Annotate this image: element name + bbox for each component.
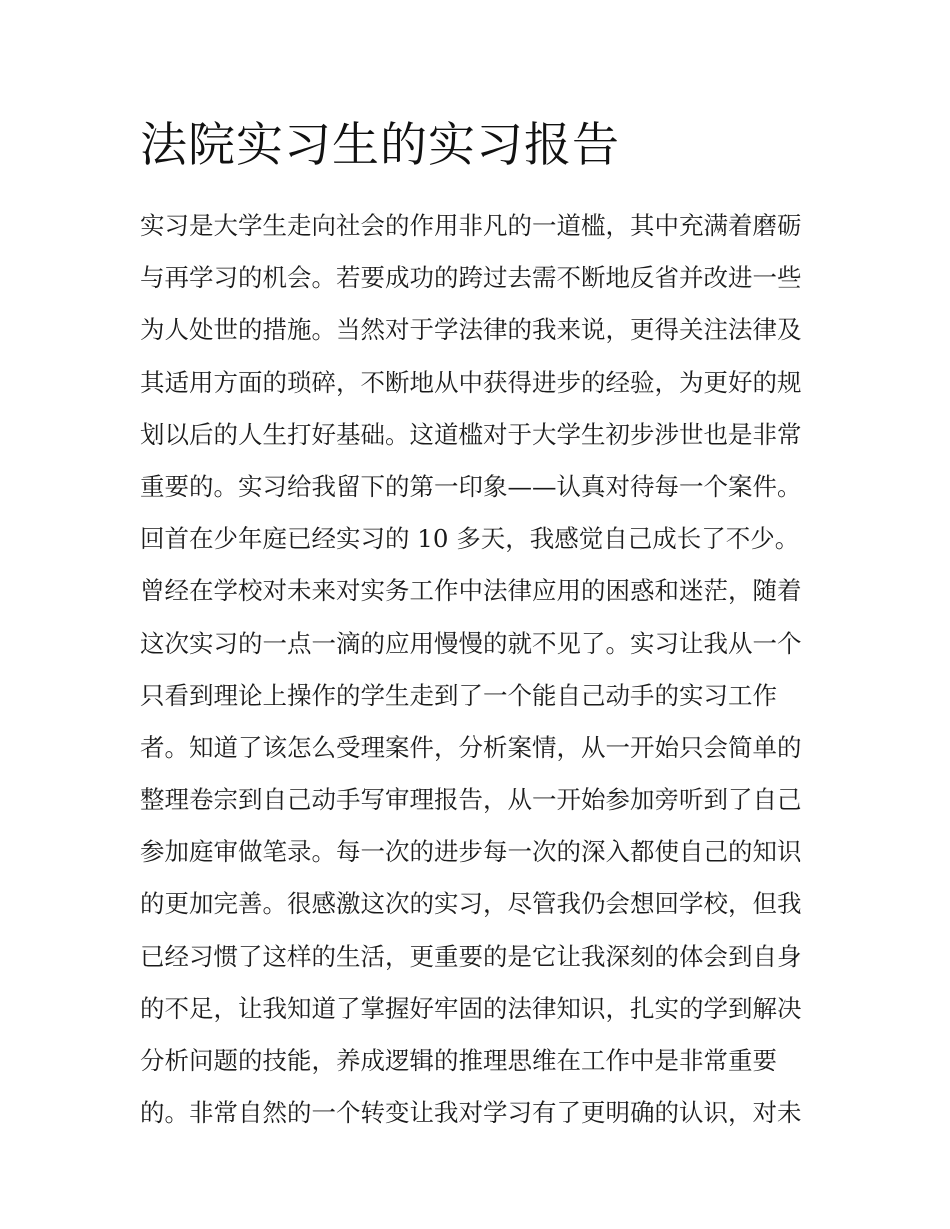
body-line: 参加庭审做笔录。每一次的进步每一次的深入都使自己的知识 — [140, 837, 802, 867]
body-line: 已经习惯了这样的生活，更重要的是它让我深刻的体会到自身 — [140, 941, 802, 971]
body-line: 曾经在学校对未来对实务工作中法律应用的困惑和迷茫，随着 — [140, 576, 802, 606]
document-title: 法院实习生的实习报告 — [140, 118, 620, 173]
body-line: 整理卷宗到自己动手写审理报告，从一开始参加旁听到了自己 — [140, 785, 802, 815]
body-line: 只看到理论上操作的学生走到了一个能自己动手的实习工作 — [140, 680, 777, 710]
document-body — [140, 200, 820, 1139]
body-line: 的。非常自然的一个转变让我对学习有了更明确的认识，对未 — [140, 1098, 802, 1128]
body-line: 为人处世的措施。当然对于学法律的我来说，更得关注法律及 — [140, 315, 802, 345]
body-line: 的不足，让我知道了掌握好牢固的法律知识，扎实的学到解决 — [140, 993, 802, 1023]
body-line: 划以后的人生打好基础。这道槛对于大学生初步涉世也是非常 — [140, 419, 802, 449]
body-line: 重要的。实习给我留下的第一印象——认真对待每一个案件。 — [140, 471, 802, 501]
body-line: 这次实习的一点一滴的应用慢慢的就不见了。实习让我从一个 — [140, 628, 802, 658]
body-line: 实习是大学生走向社会的作用非凡的一道槛，其中充满着磨砺 — [140, 211, 802, 240]
body-line: 者。知道了该怎么受理案件，分析案情，从一开始只会简单的 — [140, 732, 802, 762]
body-line: 其适用方面的琐碎，不断地从中获得进步的经验，为更好的规 — [140, 367, 802, 397]
body-line: 与再学习的机会。若要成功的跨过去需不断地反省并改进一些 — [140, 263, 802, 293]
body-line: 回首在少年庭已经实习的 10 多天，我感觉自己成长了不少。 — [140, 524, 800, 554]
body-line: 的更加完善。很感激这次的实习，尽管我仍会想回学校，但我 — [140, 889, 802, 919]
body-line: 分析问题的技能，养成逻辑的推理思维在工作中是非常重要 — [140, 1046, 777, 1075]
